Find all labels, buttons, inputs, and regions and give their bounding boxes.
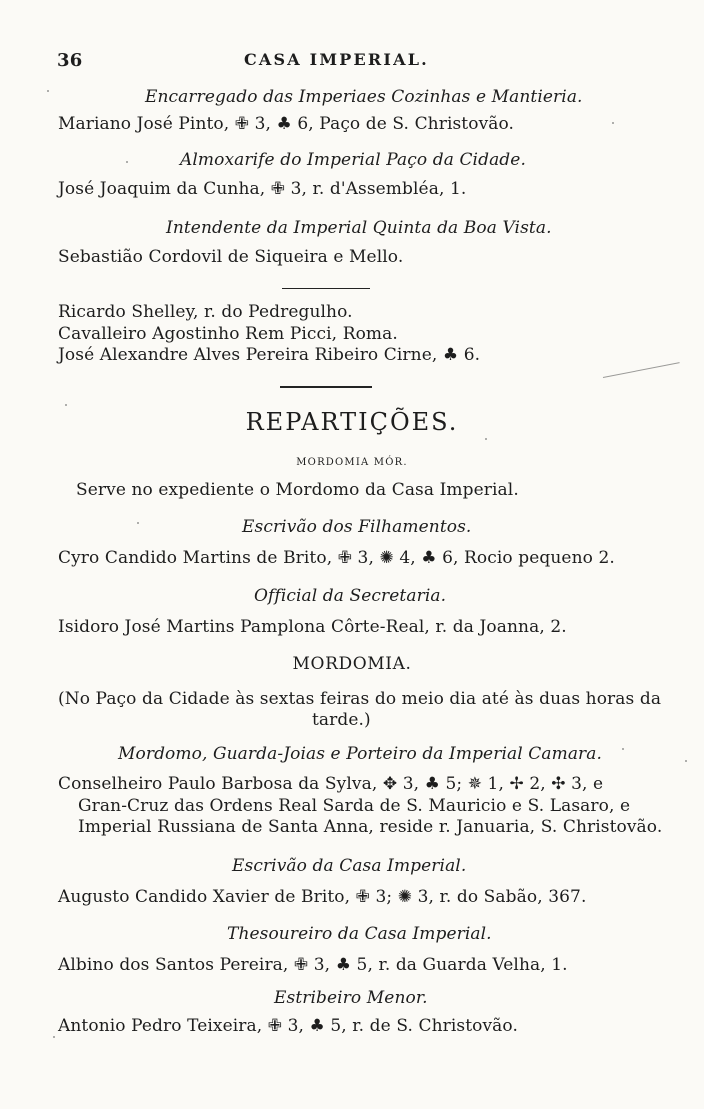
name-line-2: Cavalleiro Agostinho Rem Picci, Roma. xyxy=(58,324,398,344)
mordomia-note-line-1: (No Paço da Cidade às sextas feiras do meio dia até às duas horas da xyxy=(58,689,662,709)
paper-speck xyxy=(612,122,614,124)
ink-stroke xyxy=(603,362,680,378)
entry-line-estribeiro: Antonio Pedro Teixeira, ✙ 3, ♣ 5, r. de S. Christovão. xyxy=(58,1016,518,1036)
paper-speck xyxy=(65,404,67,406)
mordomia-mor-intro: Serve no expediente o Mordomo da Casa Imperial. xyxy=(76,480,519,500)
entry-line-mordomo-2: Gran-Cruz das Ordens Real Sarda de S. Mauricio e S. Lasaro, e xyxy=(78,796,631,816)
entry-line-mordomo-1: Conselheiro Paulo Barbosa da Sylva, ✥ 3, ♣ 5; ✵ 1, ✢ 2, ✣ 3, e xyxy=(58,774,604,794)
name-line-1: Ricardo Shelley, r. do Pedregulho. xyxy=(58,302,353,322)
section-title: REPARTIÇÕES. xyxy=(245,408,459,436)
section-rule xyxy=(280,386,372,388)
page-number: 36 xyxy=(57,50,83,71)
entry-line-thesoureiro: Albino dos Santos Pereira, ✙ 3, ♣ 5, r. da Guarda Velha, 1. xyxy=(58,955,568,975)
entry-title-escrivao-casa: Escrivão da Casa Imperial. xyxy=(232,856,467,876)
entry-title-thesoureiro: Thesoureiro da Casa Imperial. xyxy=(227,924,492,944)
entry-title-quinta: Intendente da Imperial Quinta da Boa Vista. xyxy=(166,218,552,238)
entry-line-secretaria: Isidoro José Martins Pamplona Côrte-Real, r. da Joanna, 2. xyxy=(58,617,567,637)
mordomia-heading: MORDOMIA. xyxy=(292,654,412,674)
short-rule-1 xyxy=(282,288,370,289)
entry-title-mordomo: Mordomo, Guarda-Joias e Porteiro da Imperial Camara. xyxy=(118,744,603,764)
paper-speck xyxy=(137,522,139,524)
entry-line-almoxarife: José Joaquim da Cunha, ✙ 3, r. d'Assembléa, 1. xyxy=(58,179,467,199)
entry-line-quinta: Sebastião Cordovil de Siqueira e Mello. xyxy=(58,247,404,267)
entry-line-filhamentos: Cyro Candido Martins de Brito, ✙ 3, ✺ 4, ♣ 6, Rocio pequeno 2. xyxy=(58,548,615,568)
paper-speck xyxy=(47,90,49,92)
entry-title-cozinhas: Encarregado das Imperiaes Cozinhas e Mantieria. xyxy=(145,87,583,107)
paper-speck xyxy=(685,760,687,762)
entry-line-cozinhas: Mariano José Pinto, ✙ 3, ♣ 6, Paço de S. Christovão. xyxy=(58,114,515,134)
entry-title-estribeiro: Estribeiro Menor. xyxy=(274,988,428,1008)
mordomia-note-line-2: tarde.) xyxy=(312,710,371,730)
entry-title-almoxarife: Almoxarife do Imperial Paço da Cidade. xyxy=(180,150,526,170)
entry-title-filhamentos: Escrivão dos Filhamentos. xyxy=(242,517,472,537)
paper-speck xyxy=(126,161,128,163)
entry-line-escrivao-casa: Augusto Candido Xavier de Brito, ✙ 3; ✺ 3, r. do Sabão, 367. xyxy=(58,887,587,907)
name-line-3: José Alexandre Alves Pereira Ribeiro Cirne, ♣ 6. xyxy=(58,345,481,365)
paper-speck xyxy=(53,1036,55,1038)
paper-speck xyxy=(622,748,624,750)
entry-title-secretaria: Official da Secretaria. xyxy=(254,586,447,606)
entry-line-mordomo-3: Imperial Russiana de Santa Anna, reside r. Januaria, S. Christovão. xyxy=(78,817,663,837)
running-header: CASA IMPERIAL. xyxy=(244,50,429,69)
paper-speck xyxy=(485,438,487,440)
mordomia-mor-heading: MORDOMIA MÓR. xyxy=(296,457,408,468)
